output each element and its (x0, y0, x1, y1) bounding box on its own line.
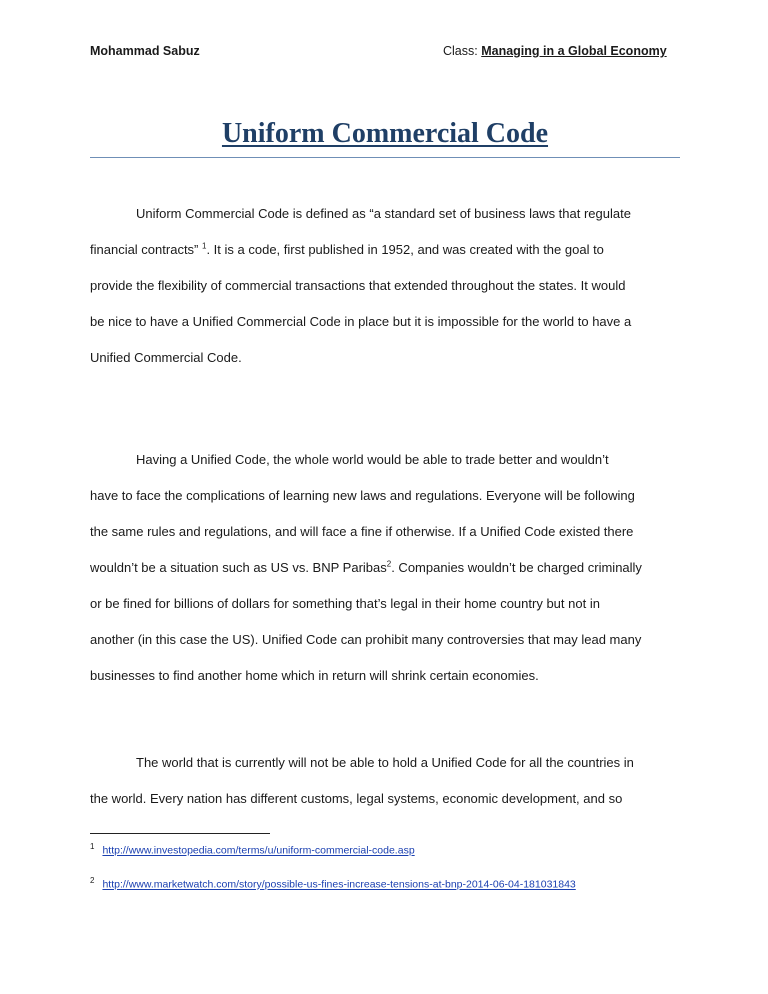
text-line: . Companies wouldn’t be charged criminally (391, 560, 642, 575)
course-name: Managing in a Global Economy (481, 44, 667, 58)
text-line: provide the flexibility of commercial transactions that extended throughout the states. It would (90, 278, 626, 293)
footnote-1 (90, 842, 415, 857)
footnote-divider (90, 833, 270, 834)
author-name: Mohammad Sabuz (90, 44, 200, 58)
page-header (90, 44, 678, 64)
text-line: . It is a code, first published in 1952, and was created with the goal to (206, 242, 604, 257)
class-info (443, 44, 667, 58)
text-line: Having a Unified Code, the whole world would be able to trade better and wouldn’t (136, 452, 609, 467)
text-line: wouldn’t be a situation such as US vs. BNP Paribas (90, 560, 387, 575)
title-divider (90, 157, 680, 158)
footnote-number: 2 (90, 876, 95, 885)
paragraph-2 (90, 442, 680, 694)
footnote-number: 1 (90, 842, 95, 851)
text-line: be nice to have a Unified Commercial Code in place but it is impossible for the world to have a (90, 314, 632, 329)
text-line: Unified Commercial Code. (90, 350, 242, 365)
footnote-2 (90, 876, 576, 891)
footnote-ref-1[interactable]: 1 (202, 241, 207, 251)
text-line: financial contracts” (90, 242, 202, 257)
text-line: another (in this case the US). Unified Code can prohibit many controversies that may lead many (90, 632, 642, 647)
footnote-link[interactable]: http://www.marketwatch.com/story/possible-us-fines-increase-tensions-at-bnp-2014-06-04-181031843 (102, 878, 576, 891)
paragraph-1 (90, 196, 680, 376)
text-line: the world. Every nation has different customs, legal systems, economic development, and so (90, 791, 623, 806)
paragraph-3 (90, 745, 680, 817)
footnote-link[interactable]: http://www.investopedia.com/terms/u/uniform-commercial-code.asp (102, 844, 415, 857)
text-line: The world that is currently will not be able to hold a Unified Code for all the countries in (136, 755, 634, 770)
text-line: or be fined for billions of dollars for something that’s legal in their home country but not in (90, 596, 600, 611)
class-label: Class: (443, 44, 478, 58)
text-line: Uniform Commercial Code is defined as “a standard set of business laws that regulate (136, 206, 631, 221)
footnote-ref-2[interactable]: 2 (386, 559, 392, 569)
document-title: Uniform Commercial Code (221, 118, 549, 149)
text-line: the same rules and regulations, and will face a fine if otherwise. If a Unified Code existed there (90, 524, 634, 539)
text-line: have to face the complications of learning new laws and regulations. Everyone will be following (90, 488, 635, 503)
text-line: businesses to find another home which in return will shrink certain economies. (90, 668, 539, 683)
